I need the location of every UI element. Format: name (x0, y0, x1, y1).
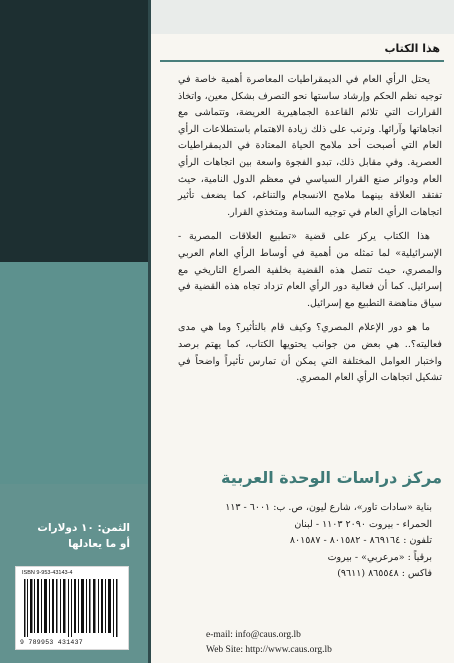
barcode-icon (22, 579, 122, 637)
address-line: الحمراء - بيروت ٢٠٩٠ ١١٠٣ - لبنان (294, 518, 432, 530)
dark-panel (0, 0, 148, 262)
isbn-label: ISBN 9-953-43143-4 (22, 570, 73, 576)
email-line: e-mail: info@caus.org.lb (206, 630, 301, 640)
address-line: برقياً : «مرعربي» - بيروت (327, 551, 432, 563)
barcode-digits: 9 789953 431437 (20, 639, 84, 646)
price-line-2: أو ما يعادلها (68, 538, 130, 550)
price-label (18, 520, 130, 552)
address-line: بناية «سادات تاور»، شارع ليون، ص. ب: ٦٠٠١ - ١١٣ (225, 502, 432, 513)
website-line: Web Site: http://www.caus.org.lb (206, 645, 332, 655)
contact-block (206, 628, 332, 658)
blurb-paragraph: هذا الكتاب يركز على قضية «تطبيع العلاقات المصرية - الإسرائيلية» لما تمثله من أهمية في أوساط الرأي العام العربي والمصري، حيث تتصل هذه القضية بخلفية الصراع التاريخي مع إسرائيل. كما أن فعالية دور الرأي العام تزداد تجاه هذه القضية في سياق مناهضة التطبيع مع إسرائيل. (178, 231, 442, 309)
teal-panel (0, 262, 148, 484)
publisher-name: مركز دراسات الوحدة العربية (220, 468, 442, 487)
publisher-address (172, 500, 432, 583)
left-color-column (0, 0, 148, 663)
price-line-1: الثمن: ١٠ دولارات (37, 522, 130, 534)
address-line: فاكس : ٨٦٥٥٤٨ (٩٦١١) (337, 568, 432, 579)
blurb-text (178, 72, 442, 395)
top-band (151, 0, 454, 34)
blurb-paragraph: يحتل الرأي العام في الديمقراطيات المعاصرة أهمية خاصة في توجيه نظم الحكم وإرشاد ساستها نحو التصرف بشكل معين، واتخاذ القرارات التي تلائم القاعدة الجماهيرية العريضة، وتتماشى مع اتجاهاتها وآرائها. وترتب على ذلك زيادة الاهتمام باستطلاعات الرأي العام التي أصبحت أحد ملامح الحياة المعتادة في الديمقراطيات العصرية. وفي مقابل ذلك، تبدو الفجوة واسعة بين اتجاهات الرأي العام ودوائر صنع القرار السياسي في معظم الدول النامية، حيث تفتقد العلاقة بينهما ملامح الانسجام والتناغم، كما يضعف تأثير اتجاهات الرأي العام في توجيه الساسة ومتخذي القرار. (178, 74, 442, 218)
barcode-block (15, 566, 129, 650)
section-title: هذا الكتاب (384, 42, 440, 55)
title-rule (160, 60, 444, 62)
address-line: تلفون : ٨٦٩١٦٤ - ٨٠١٥٨٢ - ٨٠١٥٨٧ (289, 535, 432, 546)
blurb-paragraph: ما هو دور الإعلام المصري؟ وكيف قام بالتأثير؟ وما هي مدى فعاليته؟.. هي بعض من جوانب يحتويها الكتاب، كما يهتم برصد واختبار العوامل المختلفة التي يمكن أن تمارس تأثيراً واضحاً في تشكيل اتجاهات الرأي العام المصري. (178, 322, 442, 384)
